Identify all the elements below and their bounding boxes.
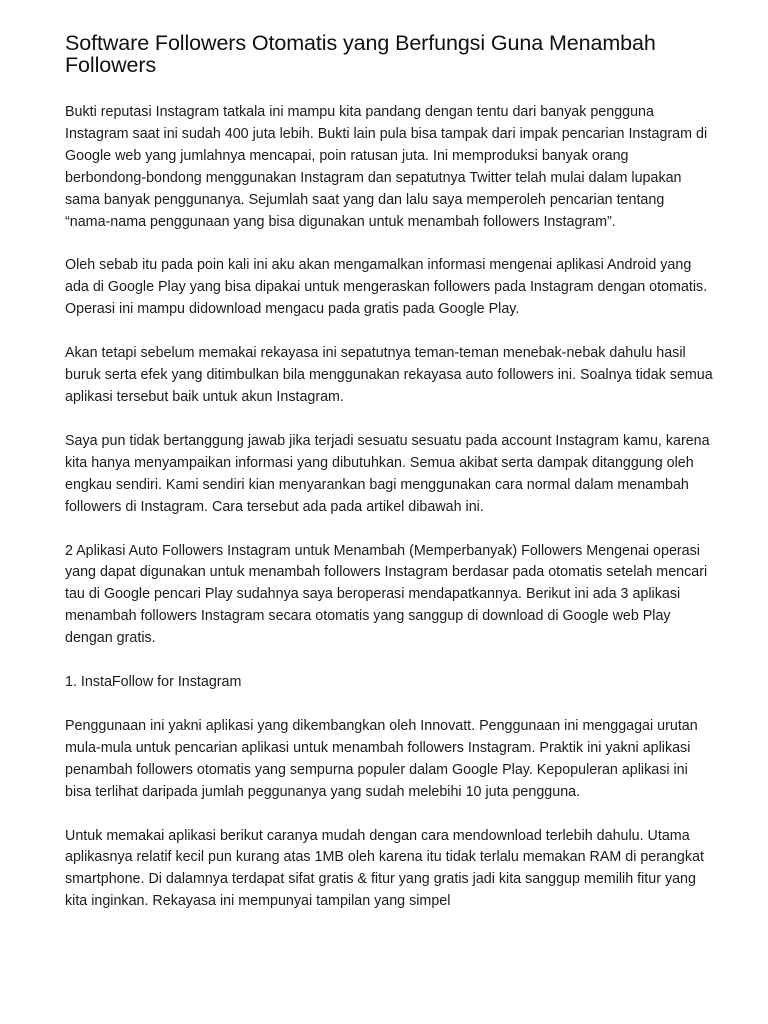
paragraph-5: 2 Aplikasi Auto Followers Instagram untuk Menambah (Memperbanyak) Followers Mengenai operasi yang dapat digunakan untuk menambah followers Instagram berdasar pada otomatis setelah mencari tau di Google pencari Play sudahnya saya beroperasi mendapatkannya. Berikut ini ada 3 aplikasi menambah followers Instagram secara otomatis yang sanggup di download di Google web Play dengan gratis. <box>65 542 708 647</box>
document-title: Software Followers Otomatis yang Berfungsi Guna Menambah Followers <box>65 31 656 77</box>
paragraph-8: Untuk memakai aplikasi berikut caranya mudah dengan cara mendownload terlebih dahulu. Utama aplikasnya relatif kecil pun kurang atas 1MB oleh karena itu tidak terlalu memakan RAM di perangkat smartphone. Di dalamnya terdapat sifat gratis & fitur yang gratis jadi kita sanggup memilih fitur yang kita inginkan. Rekayasa ini mempunyai tampilan yang simpel <box>65 827 704 910</box>
section-heading-instafollow: 1. InstaFollow for Instagram <box>65 674 242 691</box>
document-page <box>65 32 713 935</box>
paragraph-4: Saya pun tidak bertanggung jawab jika terjadi sesuatu sesuatu pada account Instagram kamu, karena kita hanya menyampaikan informasi yang dibutuhkan. Semua akibat serta dampak ditanggung oleh engkau sendiri. Kami sendiri kian menyarankan bagi menggunakan cara normal dalam menambah followers di Instagram. Cara tersebut ada pada artikel dibawah ini. <box>65 432 710 515</box>
paragraph-7: Penggunaan ini yakni aplikasi yang dikembangkan oleh Innovatt. Penggunaan ini menggagai urutan mula-mula untuk pencarian aplikasi untuk menambah followers Instagram. Praktik ini yakni aplikasi penambah followers otomatis yang sempurna populer dalam Google Play. Kepopuleran aplikasi ini bisa terlihat daripada jumlah peggunanya yang sudah melebihi 10 juta pengguna. <box>65 717 698 800</box>
paragraph-1: Bukti reputasi Instagram tatkala ini mampu kita pandang dengan tentu dari banyak pengguna Instagram saat ini sudah 400 juta lebih. Bukti lain pula bisa tampak dari impak pencarian Instagram di Google web yang jumlahnya mencapai, poin ratusan juta. Ini memproduksi banyak orang berbondong-bondong menggunakan Instagram dan sepatutnya Twitter telah mulai dalam lupakan sama banyak penggunanya. Sejumlah saat yang dan lalu saya memperoleh pencarian tentang “nama-nama penggunaan yang bisa digunakan untuk menambah followers Instagram”. <box>65 104 708 230</box>
document-body <box>65 102 713 913</box>
paragraph-2: Oleh sebab itu pada poin kali ini aku akan mengamalkan informasi mengenai aplikasi Android yang ada di Google Play yang bisa dipakai untuk mengeraskan followers pada Instagram dengan otomatis. Operasi ini mampu didownload mengacu pada gratis pada Google Play. <box>65 257 708 318</box>
paragraph-3: Akan tetapi sebelum memakai rekayasa ini sepatutnya teman-teman menebak-nebak dahulu hasil buruk serta efek yang ditimbulkan bila menggunakan rekayasa auto followers ini. Soalnya tidak semua aplikasi tersebut baik untuk akun Instagram. <box>65 345 713 405</box>
